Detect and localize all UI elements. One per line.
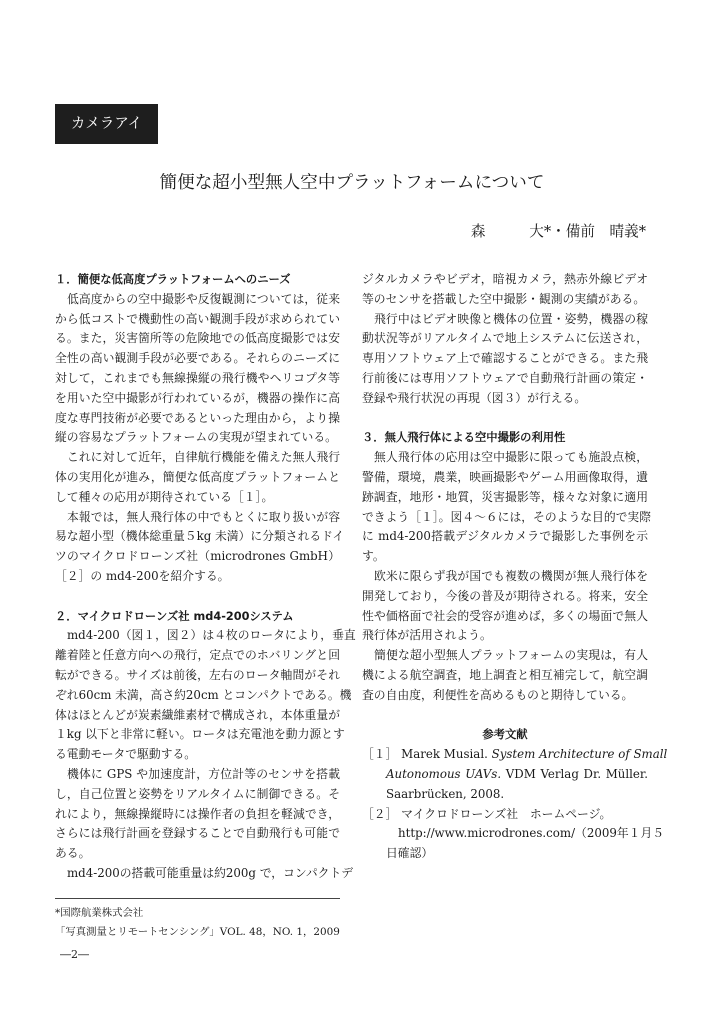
text-line: これに対して近年，自律航行機能を備えた無人飛行: [67, 450, 340, 465]
reference-2-line-1: [362, 805, 648, 825]
text-line: 機による航空調査，地上調査と相互補完して，航空調: [362, 667, 648, 682]
text-line: る。また，災害箇所等の危険地での低高度撮影では安: [55, 331, 340, 346]
text-line: 跡調査，地形・地質，災害撮影等，様々な対象に適用: [362, 489, 648, 504]
reference-title: Autonomous UAVs.: [386, 766, 502, 781]
text-line: 度な専門技術が必要であるといった理由から，より操: [55, 410, 340, 425]
text-line: 機体に GPS や加速度計，方位計等のセンサを搭載: [67, 766, 340, 781]
text-line: し，自己位置と姿勢をリアルタイムに制御できる。そ: [55, 786, 340, 801]
text-line: さらには飛行計画を登録することで自動飛行も可能で: [55, 826, 340, 841]
reference-1-line-1: [362, 745, 668, 765]
footnote-affiliation: *国際航業株式会社: [55, 907, 144, 919]
text-line: 性や価格面で社会的受容が進めば，多くの場面で無人: [362, 608, 648, 623]
section-heading: ２．マイクロドローンズ社 md4-200システム: [55, 609, 294, 623]
reference-2-line-3: [362, 844, 648, 864]
text-line: 本報では，無人飛行体の中でもとくに取り扱いが容: [67, 509, 340, 524]
text-line: 飛行体が活用されよう。: [362, 628, 492, 643]
text-line: れにより，無線操縦時には操作者の負担を軽減でき，: [55, 806, 340, 821]
text-line: できよう［１］。図４～６には，そのような目的で実際: [362, 509, 652, 524]
right-column: [362, 270, 668, 864]
footnote-journal: 「写真測量とリモートセンシング」VOL. 48，NO. 1，2009: [55, 926, 340, 938]
reference-1-line-3: [362, 785, 648, 805]
text-line: 易な超小型（機体総重量５kg 未満）に分類されるドイ: [55, 529, 345, 544]
text-line: して種々の応用が期待されている［１］。: [55, 489, 274, 504]
text-line: 全性の高い観測手段が必要である。それらのニーズに: [55, 351, 340, 366]
reference-number: ［１］: [362, 747, 398, 762]
text-line: ツのマイクロドローンズ社（microdrones GmbH）: [55, 549, 340, 564]
reference-title: System Architecture of Small: [491, 747, 668, 762]
references-heading: 参考文献: [482, 728, 528, 742]
text-line: を用いた空中撮影が行われているが，機器の操作に高: [55, 390, 340, 405]
reference-place-year: Saarbrücken, 2008.: [386, 786, 505, 801]
reference-2-line-2: [362, 824, 665, 844]
text-line: ジタルカメラやビデオ，暗視カメラ，熱赤外線ビデオ: [362, 272, 648, 286]
column-label: カメラアイ: [55, 104, 158, 144]
reference-access-date: 日確認）: [386, 846, 434, 861]
text-line: md4-200の搭載可能重量は約200g で，コンパクトデ: [67, 865, 354, 880]
text-line: 体はほとんどが炭素繊維素材で構成され，本体重量が: [55, 707, 340, 722]
left-column: [55, 270, 356, 884]
text-line: 離着陸と任意方向への飛行，定点でのホバリングと回: [55, 648, 340, 663]
text-line: 査の自由度，利便性を高めるものと期待している。: [362, 687, 634, 702]
text-line: 専用ソフトウェア上で確認することができる。また飛: [362, 351, 648, 366]
footnote-rule: [55, 898, 340, 899]
section-heading: １．簡便な低高度プラットフォームへのニーズ: [55, 273, 291, 286]
text-line: 等のセンサを搭載した空中撮影・観測の実績がある。: [362, 291, 646, 306]
text-line: 縦の容易なプラットフォームの実現が望まれている。: [55, 430, 337, 445]
text-line: に md4-200搭載デジタルカメラで撮影した事例を示: [362, 529, 648, 544]
reference-author: Marek Musial.: [401, 747, 488, 762]
text-line: 開発しており，今後の普及が期待される。将来，安全: [362, 588, 648, 603]
text-line: る電動モータで駆動する。: [55, 747, 197, 762]
text-line: ［２］の md4-200を紹介する。: [55, 568, 230, 583]
authors: 森 大*・備前 晴義*: [470, 223, 646, 240]
text-line: 登録や飛行状況の再現（図３）が行える。: [362, 390, 587, 405]
paragraph-gap: [362, 706, 648, 726]
text-line: す。: [362, 549, 385, 564]
text-line: ある。: [55, 846, 91, 861]
article-title: 簡便な超小型無人空中プラットフォームについて: [159, 173, 545, 193]
text-line: 無人飛行体の応用は空中撮影に限っても施設点検，: [374, 450, 648, 465]
reference-url: http://www.microdrones.com/（2009年１月５: [398, 826, 665, 841]
text-line: 警備，環境，農業，映画撮影やゲーム用画像取得，遺: [362, 469, 648, 484]
text-line: 行前後には専用ソフトウェアで自動飛行計画の策定・: [362, 370, 648, 385]
text-line: 低高度からの空中撮影や反復観測については，従来: [67, 291, 340, 306]
text-line: 動状況等がリアルタイムで地上システムに伝送され，: [362, 331, 648, 346]
text-line: 飛行中はビデオ映像と機体の位置・姿勢，機器の稼: [374, 311, 648, 326]
reference-publisher: VDM Verlag Dr. Müller.: [505, 766, 649, 781]
text-line: md4-200（図１，図２）は４枚のロータにより，垂直: [67, 628, 356, 643]
reference-1-line-2: [362, 765, 648, 785]
text-line: から低コストで機動性の高い観測手段が求められてい: [55, 311, 340, 326]
text-line: ぞれ60cm 未満，高さ約20cm とコンパクトである。機: [55, 687, 352, 702]
paragraph-gap: [55, 587, 340, 607]
text-line: 体の実用化が進み，簡便な低高度プラットフォームと: [55, 469, 340, 484]
text-line: 転ができる。サイズは前後，左右のロータ軸間がそれ: [55, 667, 340, 682]
text-line: １kg 以下と非常に軽い。ロータは充電池を動力源とす: [55, 727, 345, 742]
paragraph-gap: [362, 409, 648, 429]
text-line: 対して，これまでも無線操縦の飛行機やヘリコプタ等: [55, 370, 340, 385]
reference-number: ［２］: [362, 806, 398, 821]
page-number: ―2―: [60, 948, 89, 961]
reference-text: マイクロドローンズ社 ホームページ。: [401, 806, 612, 821]
text-line: 簡便な超小型無人プラットフォームの実現は，有人: [374, 648, 648, 663]
section-heading: ３．無人飛行体による空中撮影の利用性: [362, 431, 566, 445]
text-line: 欧米に限らず我が国でも複数の機関が無人飛行体を: [374, 568, 648, 583]
